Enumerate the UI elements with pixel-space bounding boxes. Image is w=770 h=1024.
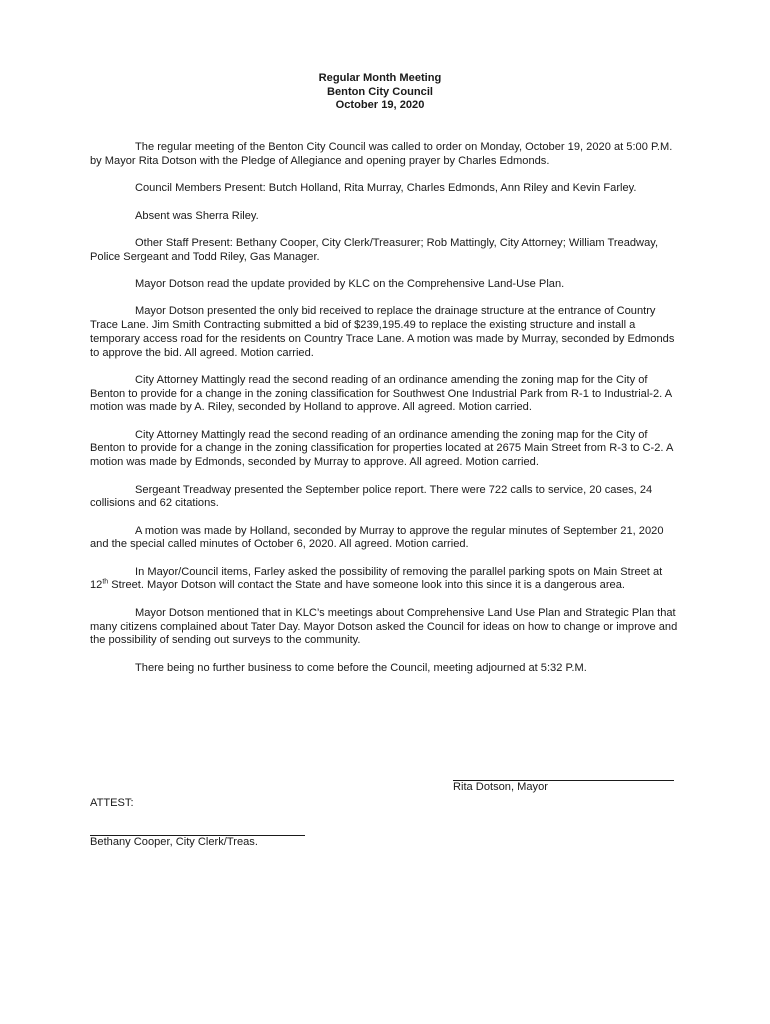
zoning-main-street-paragraph: City Attorney Mattingly read the second reading of an ordinance amending the zoning map for the City of Benton to provide for a change in the zoning classification for properties located at 2675 Main Street from R-3 to C-2. A motion was made by Edmonds, seconded by Murray to approve. All agreed. Motion carried. (90, 428, 673, 469)
adjournment-paragraph: There being no further business to come before the Council, meeting adjourned at 5:32 P.M. (135, 661, 587, 674)
members-present-paragraph: Council Members Present: Butch Holland, Rita Murray, Charles Edmonds, Ann Riley and Kevin Farley. (135, 182, 637, 195)
klc-update-paragraph: Mayor Dotson read the update provided by KLC on the Comprehensive Land-Use Plan. (135, 278, 565, 291)
mayor-signature-line (453, 768, 674, 781)
ordinal-suffix: th (102, 578, 109, 586)
meeting-title: Regular Month Meeting (318, 72, 442, 84)
clerk-name: Bethany Cooper, City Clerk/Treas. (90, 836, 258, 848)
document-header (78, 72, 682, 113)
call-to-order-paragraph: The regular meeting of the Benton City Council was called to order on Monday, October 19, 2020 at 5:00 P.M. by Mayor Rita Dotson with the Pledge of Allegiance and opening prayer by Charles Edmonds. (90, 141, 673, 167)
absent-paragraph: Absent was Sherra Riley. (135, 209, 259, 222)
mayor-signature-block (453, 768, 674, 795)
parking-paragraph (90, 566, 682, 593)
clerk-signature-line (90, 823, 305, 836)
mayor-name: Rita Dotson, Mayor (453, 781, 548, 793)
meeting-date: October 19, 2020 (335, 99, 425, 112)
parking-text-after: Street. Mayor Dotson will contact the State and have someone look into this since it is a dangerous area. (108, 579, 625, 592)
drainage-bid-paragraph: Mayor Dotson presented the only bid received to replace the drainage structure at the entrance of Country Trace Lane. Jim Smith Contracting submitted a bid of $239,195.49 to replace the existing structure and install a temporary access road for the residents on Country Trace Lane. A motion was made by Murray, seconded by Edmonds to approve the bid. All agreed. Motion carried. (90, 305, 675, 359)
zoning-industrial-paragraph: City Attorney Mattingly read the second reading of an ordinance amending the zoning map for the City of Benton to provide for a change in the zoning classification for Southwest One Industrial Park from R-1 to Industrial-2. A motion was made by A. Riley, seconded by Holland to approve. All agreed. Motion carried. (90, 373, 672, 414)
minutes-approval-paragraph: A motion was made by Holland, seconded by Murray to approve the regular minutes of September 21, 2020 and the special called minutes of October 6, 2020. All agreed. Motion carried. (90, 524, 664, 551)
police-report-paragraph: Sergeant Treadway presented the September police report. There were 722 calls to service, 20 cases, 24 collisions and 62 citations. (90, 483, 653, 510)
minutes-page (90, 72, 682, 689)
clerk-signature-block (90, 823, 305, 850)
parking-text-before: In Mayor/Council items, Farley asked the possibility of removing the parallel parking spots on Main Street at 12 (90, 565, 663, 592)
tater-day-paragraph: Mayor Dotson mentioned that in KLC’s meetings about Comprehensive Land Use Plan and Strategic Plan that many citizens complained about Tater Day. Mayor Dotson asked the Council for ideas on how to change or improve and the possibility of sending out surveys to the community. (90, 606, 678, 647)
council-name: Benton City Council (326, 85, 433, 98)
staff-present-paragraph: Other Staff Present: Bethany Cooper, City Clerk/Treasurer; Rob Mattingly, City Attorney; William Treadway, Police Sergeant and Todd Riley, Gas Manager. (90, 236, 659, 263)
minutes-body (90, 141, 682, 675)
attest-label: ATTEST: (90, 797, 134, 809)
